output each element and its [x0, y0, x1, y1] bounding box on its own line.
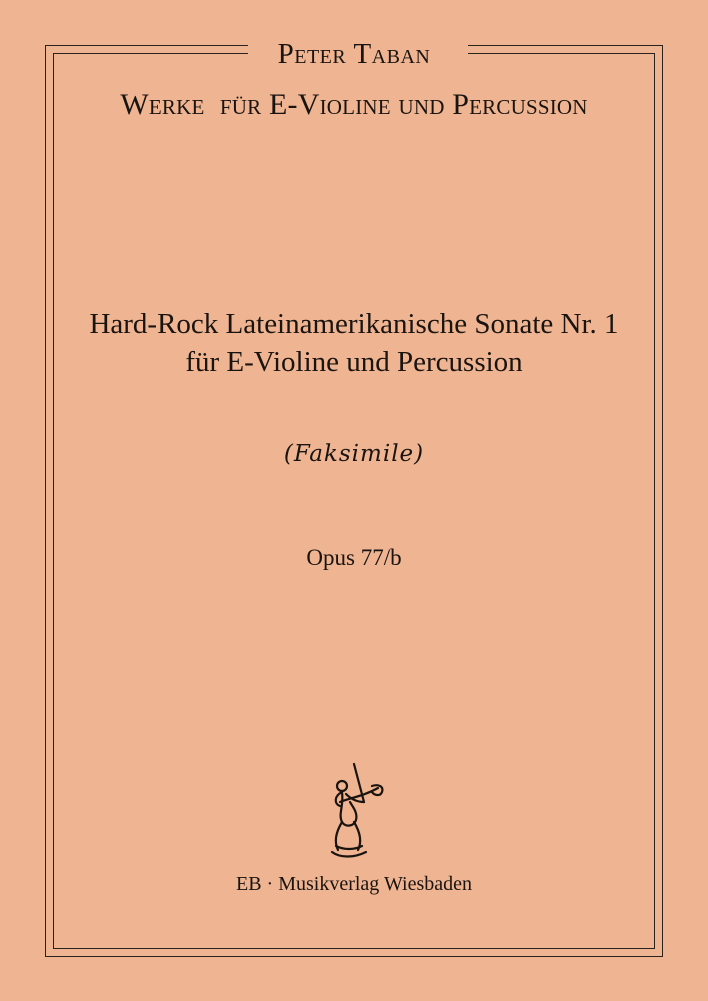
work-title-line2: für E-Violine und Percussion	[185, 346, 523, 378]
composer-name: Peter Taban	[277, 38, 431, 70]
publisher-name: EB · Musikverlag Wiesbaden	[236, 873, 472, 895]
faksimile-label: (Faksimile)	[283, 441, 425, 467]
opus-number: Opus 77/b	[306, 545, 402, 570]
work-title-line1: Hard-Rock Lateinamerikanische Sonate Nr. 1	[89, 308, 619, 340]
series-title: Werke für E-Violine und Percussion	[120, 88, 588, 121]
violinist-figure-icon	[320, 762, 390, 860]
